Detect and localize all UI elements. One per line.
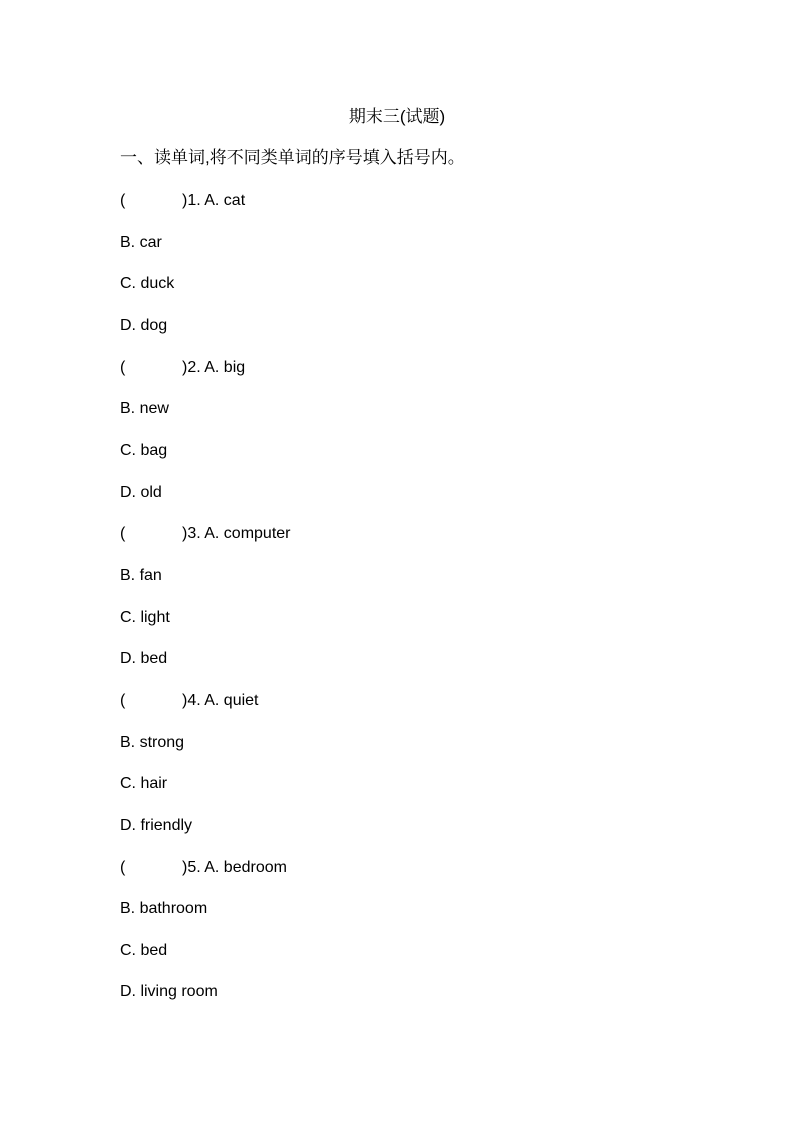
- question-3-option-a: )3. A. computer: [182, 525, 291, 543]
- question-1-option-a: )1. A. cat: [182, 192, 246, 209]
- question-5-option-c: C. bed: [120, 941, 168, 959]
- answer-blank[interactable]: (: [120, 858, 126, 876]
- question-list: [120, 190, 680, 1023]
- answer-blank[interactable]: (: [120, 192, 126, 209]
- question-4-option-a: )4. A. quiet: [182, 691, 259, 709]
- question-4-option-b: B. strong: [120, 733, 185, 751]
- question-1-option-d: D. dog: [120, 316, 168, 334]
- answer-blank[interactable]: (: [120, 358, 126, 376]
- question-5-option-b: B. bathroom: [120, 900, 208, 918]
- question-5-option-a: )5. A. bedroom: [182, 858, 287, 876]
- question-3-option-b: B. fan: [120, 566, 162, 584]
- answer-blank[interactable]: (: [120, 525, 126, 543]
- question-1: [120, 190, 680, 232]
- question-2-option-a: )2. A. big: [182, 358, 246, 376]
- question-1-option-b: B. car: [120, 233, 162, 251]
- question-2-option-d: D. old: [120, 483, 162, 501]
- page-title: 期末三(试题): [348, 107, 446, 126]
- question-3: [120, 523, 680, 565]
- question-2-option-c: C. bag: [120, 441, 168, 459]
- question-5-option-d: D. living room: [120, 983, 218, 1001]
- question-4: [120, 690, 680, 732]
- question-1-option-c: C. duck: [120, 275, 175, 293]
- question-3-option-d: D. bed: [120, 650, 168, 668]
- question-4-option-c: C. hair: [120, 775, 168, 793]
- question-5: [120, 857, 680, 899]
- question-2: [120, 357, 680, 399]
- question-2-option-b: B. new: [120, 400, 169, 418]
- question-3-option-c: C. light: [120, 608, 170, 626]
- section-heading: 一、读单词,将不同类单词的序号填入括号内。: [120, 148, 465, 167]
- answer-blank[interactable]: (: [120, 691, 126, 709]
- question-4-option-d: D. friendly: [120, 816, 193, 834]
